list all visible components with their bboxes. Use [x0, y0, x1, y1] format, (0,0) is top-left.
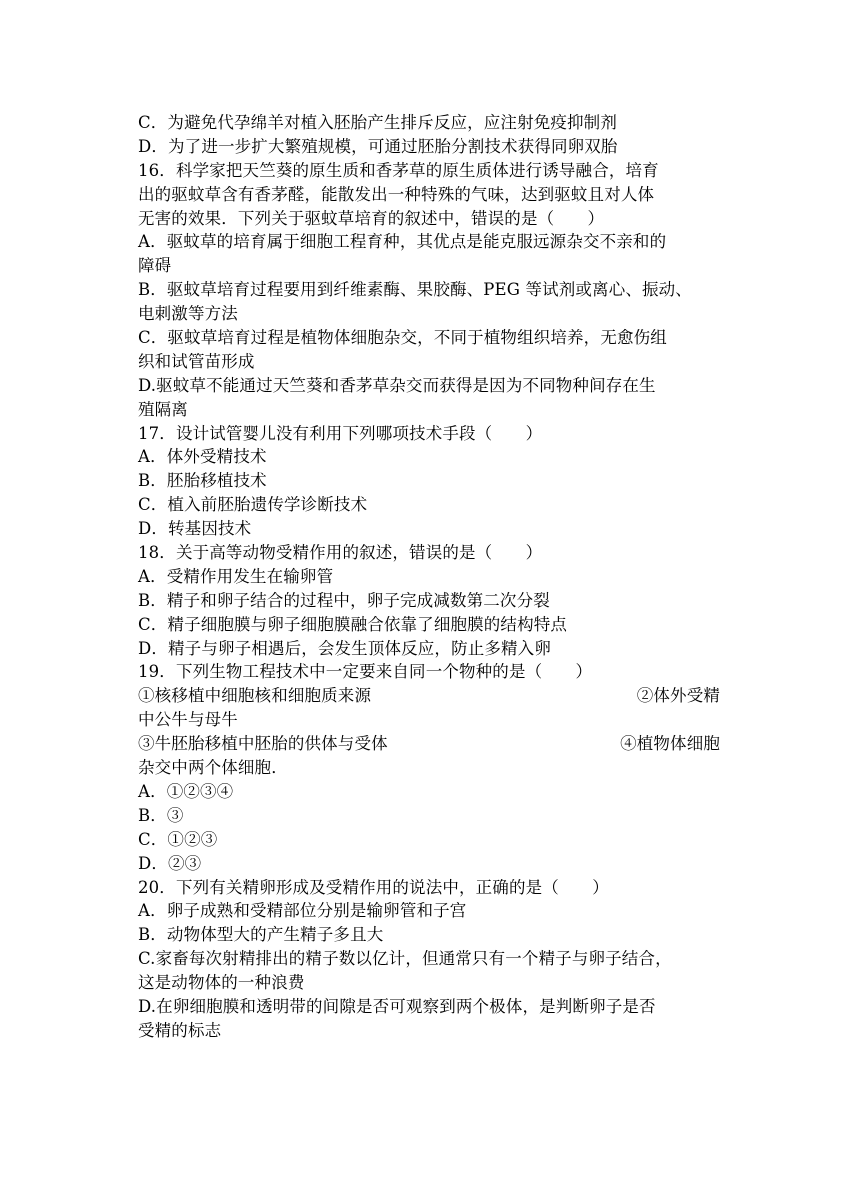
option-d-q16-line-1: D.驱蚊草不能通过天竺葵和香茅草杂交而获得是因为不同物种间存在生 — [138, 375, 656, 395]
option-c-q16-line-1: C．驱蚊草培育过程是植物体细胞杂交，不同于植物组织培养，无愈伤组 — [138, 328, 667, 348]
q19-item-2-end: 中公牛与母牛 — [138, 710, 238, 730]
option-b-q16-line-2: 电刺激等方法 — [138, 304, 238, 324]
option-b-q20: B．动物体型大的产生精子多且大 — [138, 925, 384, 945]
option-d-q17: D．转基因技术 — [138, 519, 252, 539]
question-19: 19．下列生物工程技术中一定要来自同一个物种的是（ ） — [138, 662, 593, 682]
q19-items-row-2 — [138, 732, 720, 756]
option-c-q19: C．①②③ — [138, 829, 218, 849]
option-a-q19: A．①②③④ — [138, 781, 234, 801]
option-d-q18: D．精子与卵子相遇后，会发生顶体反应，防止多精入卵 — [138, 638, 551, 658]
option-c-q17: C．植入前胚胎遗传学诊断技术 — [138, 495, 368, 515]
question-17: 17．设计试管婴儿没有利用下列哪项技术手段（ ） — [138, 423, 543, 443]
option-c-q18: C．精子细胞膜与卵子细胞膜融合依靠了细胞膜的结构特点 — [138, 614, 568, 634]
option-d-q19: D．②③ — [138, 853, 202, 873]
q19-item-4-end: 杂交中两个体细胞． — [138, 758, 288, 778]
option-c-q16-line-2: 织和试管苗形成 — [138, 351, 255, 371]
q19-item-4-start: ④植物体细胞 — [620, 734, 720, 754]
option-b-q17: B．胚胎移植技术 — [138, 471, 267, 491]
option-b-q18: B．精子和卵子结合的过程中，卵子完成减数第二次分裂 — [138, 590, 550, 610]
option-d-q20-line-1: D.在卵细胞膜和透明带的间隙是否可观察到两个极体，是判断卵子是否 — [138, 996, 656, 1016]
option-d-q16-line-2: 殖隔离 — [138, 399, 188, 419]
option-c-q20-line-2: 这是动物体的一种浪费 — [138, 973, 305, 993]
question-16-line-1: 16．科学家把天竺葵的原生质和香茅草的原生质体进行诱导融合，培育 — [138, 160, 659, 180]
option-d-q20-line-2: 受精的标志 — [138, 1020, 222, 1040]
question-16-line-2: 出的驱蚊草含有香茅醛，能散发出一种特殊的气味，达到驱蚊且对人体 — [138, 184, 655, 204]
option-a-q18: A．受精作用发生在输卵管 — [138, 566, 334, 586]
q19-items-row-1 — [138, 684, 720, 708]
q19-item-3: ③牛胚胎移植中胚胎的供体与受体 — [138, 734, 388, 754]
question-18: 18．关于高等动物受精作用的叙述，错误的是（ ） — [138, 543, 543, 563]
option-b-q16-line-1: B．驱蚊草培育过程要用到纤维素酶、果胶酶、PEG 等试剂或离心、振动、 — [138, 280, 692, 300]
q19-item-1: ①核移植中细胞核和细胞质来源 — [138, 686, 372, 706]
option-c-q20-line-1: C.家畜每次射精排出的精子数以亿计，但通常只有一个精子与卵子结合， — [138, 949, 672, 969]
option-a-q20: A．卵子成熟和受精部位分别是输卵管和子宫 — [138, 901, 467, 921]
option-a-q16-line-2: 障碍 — [138, 256, 172, 276]
option-d-q15: D．为了进一步扩大繁殖规模，可通过胚胎分割技术获得同卵双胎 — [138, 136, 618, 156]
question-16-line-3: 无害的效果．下列关于驱蚊草培育的叙述中，错误的是（ ） — [138, 208, 605, 228]
option-a-q16-line-1: A．驱蚊草的培育属于细胞工程育种，其优点是能克服远源杂交不亲和的 — [138, 232, 667, 252]
q19-item-2-start: ②体外受精 — [636, 686, 720, 706]
option-c-q15: C．为避免代孕绵羊对植入胚胎产生排斥反应，应注射免疫抑制剂 — [138, 113, 617, 132]
document-page — [138, 111, 720, 1043]
option-a-q17: A．体外受精技术 — [138, 447, 267, 467]
option-b-q19: B．③ — [138, 805, 184, 825]
question-20: 20．下列有关精卵形成及受精作用的说法中，正确的是（ ） — [138, 877, 609, 897]
